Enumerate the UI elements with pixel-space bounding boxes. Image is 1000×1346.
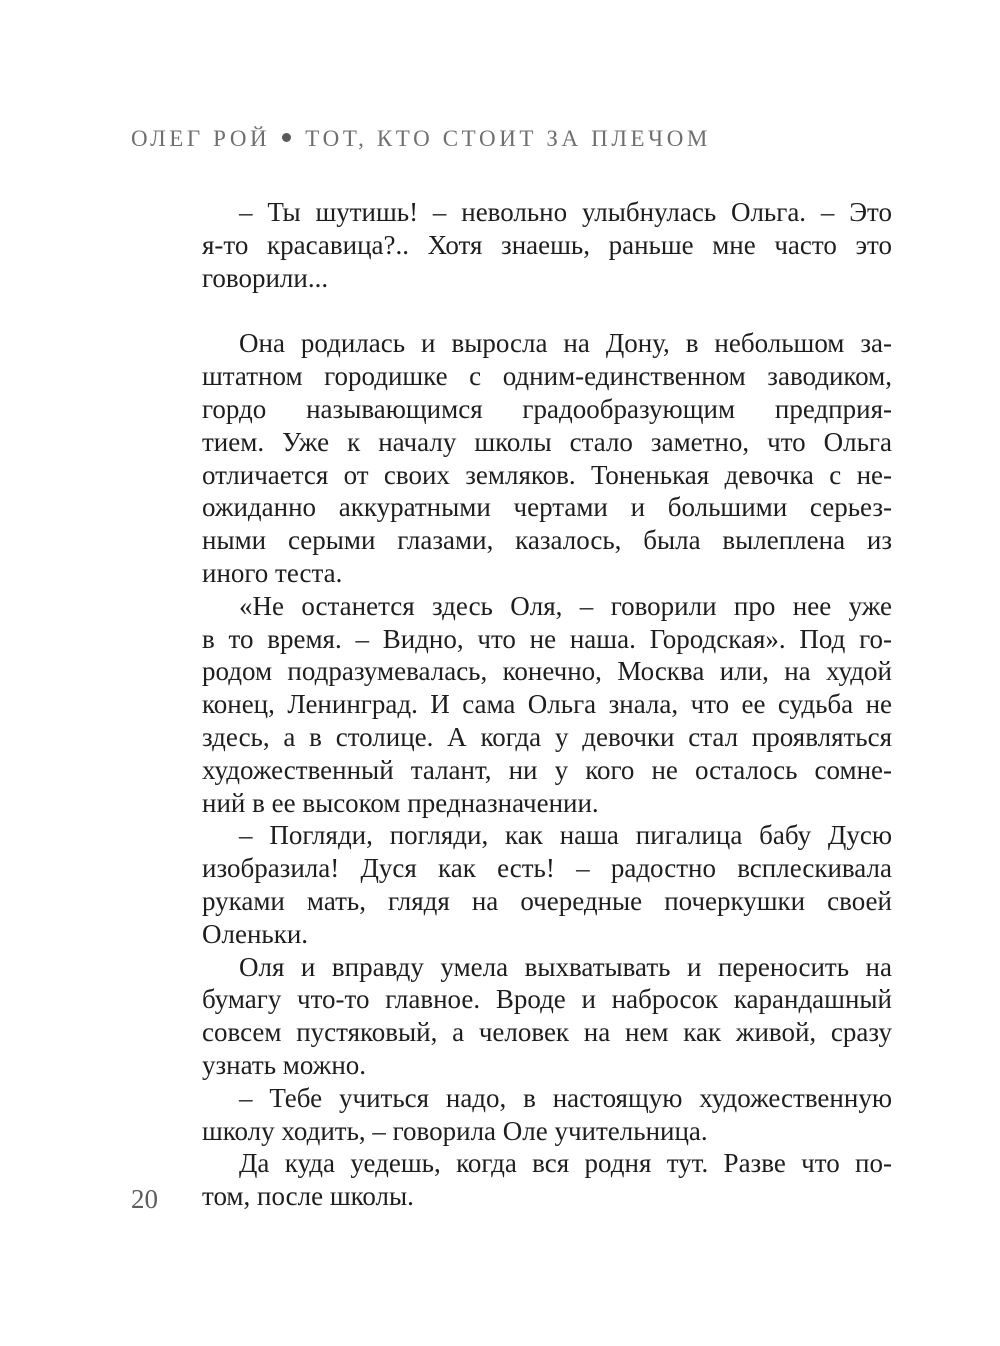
running-head (131, 124, 711, 154)
text-line: – Погляди, погляди, как наша пигалица бабу Дусю (239, 820, 892, 851)
text-line: бумагу что-то главное. Вроде и набросок карандашный (202, 984, 892, 1015)
text-line: Оля и вправду умела выхватывать и переносить на (239, 951, 892, 982)
text-line: Да куда уедешь, когда вся родня тут. Разве что по- (239, 1148, 892, 1179)
text-line: тием. Уже к началу школы стало заметно, что Ольга (202, 426, 892, 457)
text-line: Оленьки. (202, 918, 309, 949)
text-line: иного теста. (202, 557, 343, 588)
text-line: ний в ее высоком предназначении. (202, 787, 599, 818)
text-line: том, после школы. (202, 1181, 414, 1212)
text-line: изобразила! Дуся как есть! – радостно всплескивала (202, 853, 892, 884)
text-line: штатном городишке с одним-единственном заводиком, (202, 361, 892, 392)
page-number: 20 (131, 1184, 158, 1214)
text-line: совсем пустяковый, а человек на нем как живой, сразу (202, 1017, 892, 1048)
text-line: школу ходить, – говорила Оле учительница. (202, 1115, 708, 1146)
text-line: Она родилась и выросла на Дону, в небольшом за- (239, 328, 892, 359)
text-line: конец, Ленинград. И сама Ольга знала, что ее судьба не (202, 689, 892, 720)
author-name: ОЛЕГ РОЙ (131, 126, 271, 151)
text-line: руками мать, глядя на очередные почеркушки своей (202, 885, 892, 916)
text-line: отличается от своих земляков. Тоненькая девочка с не- (202, 459, 892, 490)
text-line: художественный талант, ни у кого не осталось сомне- (202, 754, 892, 785)
text-line: гордо называющимся градообразующим предприя- (202, 393, 892, 424)
text-line: в то время. – Видно, что не наша. Городская». Под го- (202, 623, 892, 654)
text-line: узнать можно. (202, 1049, 367, 1080)
section-break (202, 294, 892, 327)
book-title: ТОТ, КТО СТОИТ ЗА ПЛЕЧОМ (305, 126, 711, 151)
text-line: – Тебе учиться надо, в настоящую художественную (239, 1082, 892, 1113)
text-line: ожиданно аккуратными чертами и большими серьез- (202, 492, 892, 523)
text-line: здесь, а в столице. А когда у девочки стал проявляться (202, 721, 892, 752)
text-line: ными серыми глазами, казалось, была вылеплена из (202, 525, 892, 556)
text-line: я-то красавица?.. Хотя знаешь, раньше мне часто это (202, 229, 892, 260)
text-line: говорили... (202, 262, 329, 293)
text-line: родом подразумевалась, конечно, Москва или, на худой (202, 656, 892, 687)
text-line: – Ты шутишь! – невольно улыбнулась Ольга. – Это (239, 197, 892, 227)
body-text (202, 196, 892, 1213)
bullet-separator (282, 133, 291, 142)
text-line: «Не останется здесь Оля, – говорили про нее уже (239, 590, 892, 621)
